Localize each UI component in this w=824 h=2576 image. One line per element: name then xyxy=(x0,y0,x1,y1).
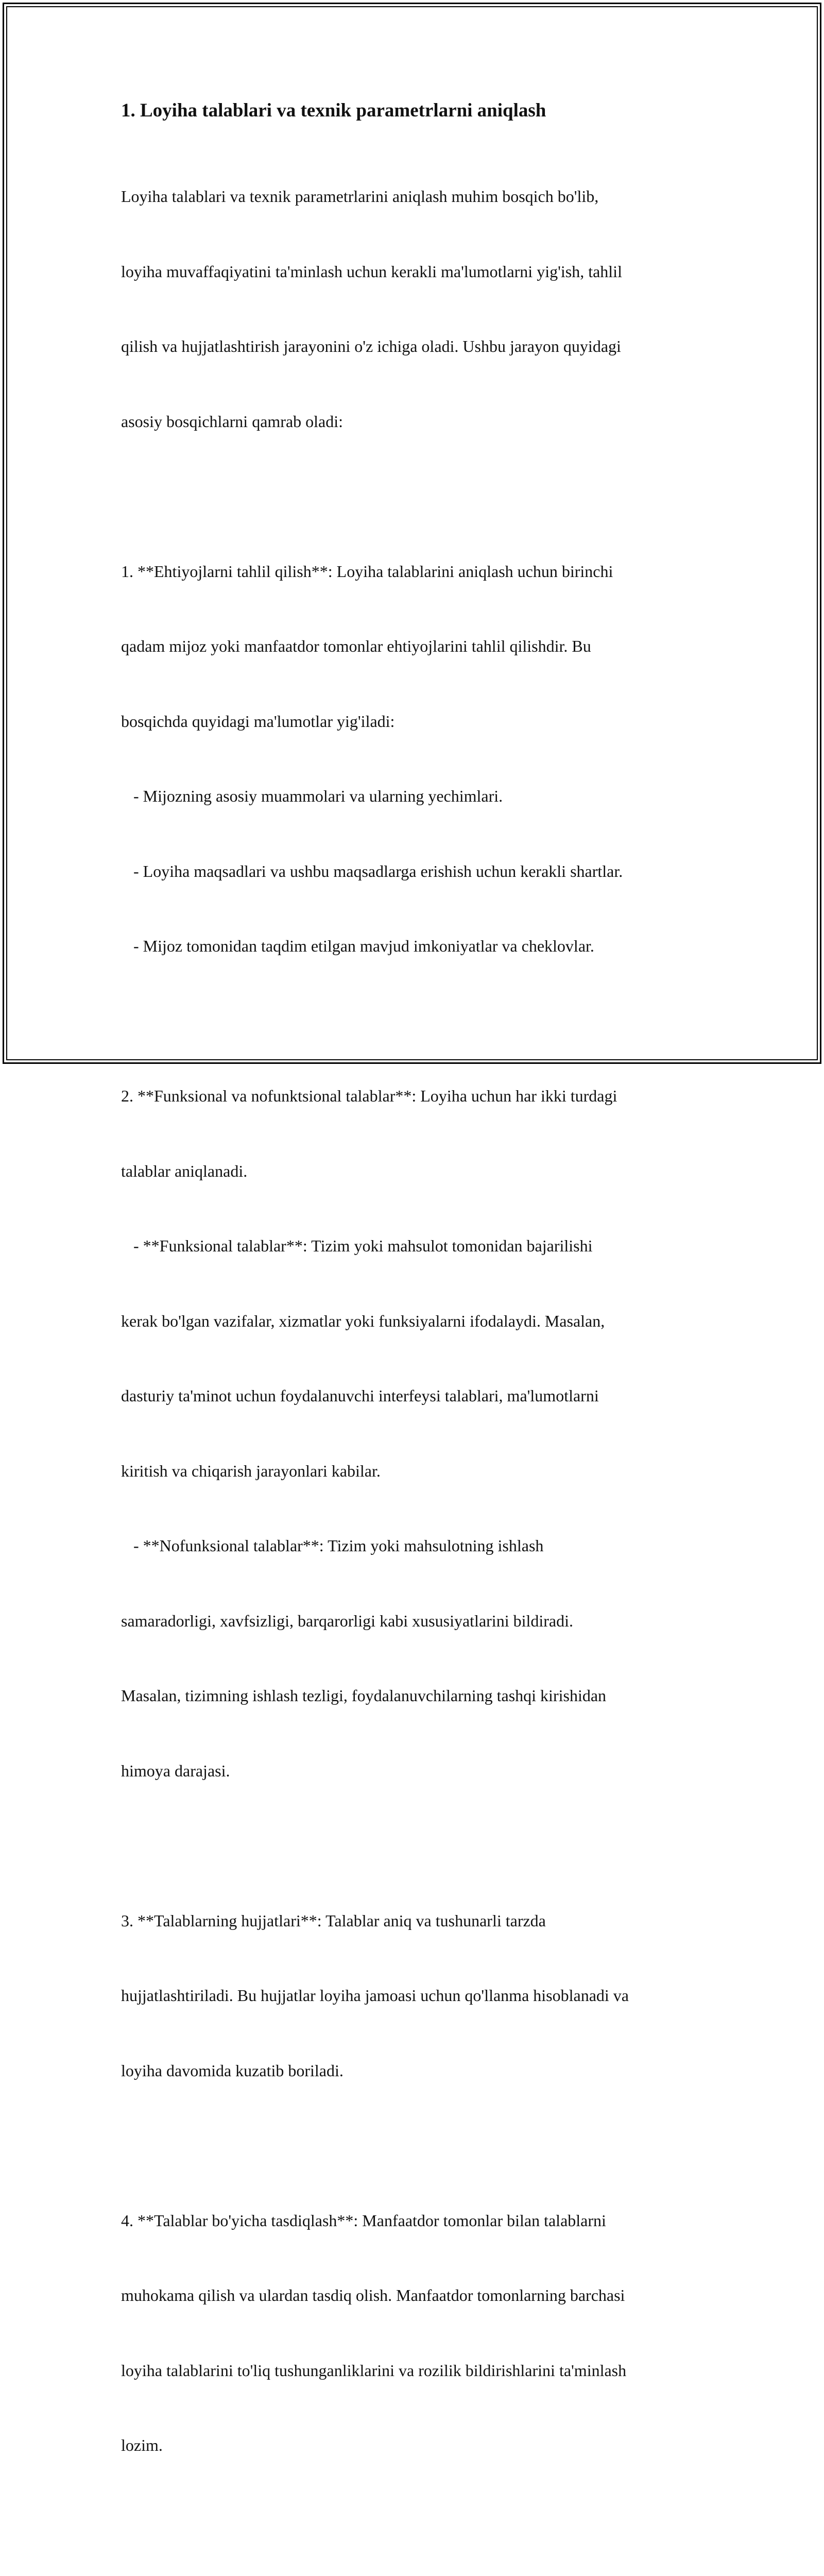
document-body xyxy=(121,98,713,2576)
paragraph-gap xyxy=(121,2133,713,2158)
section-heading: 1. Loyiha talablari va texnik parametrlarni aniqlash xyxy=(121,100,546,121)
text-line: asosiy bosqichlarni qamrab oladi: xyxy=(121,412,344,431)
text-line: lozim. xyxy=(121,2436,163,2454)
text-line: dasturiy ta'minot uchun foydalanuvchi interfeysi talablari, ma'lumotlarni xyxy=(121,1386,599,1405)
list-item-documentation xyxy=(121,1858,713,2133)
text-line: samaradorligi, xavfsizligi, barqarorligi kabi xususiyatlarini bildiradi. xyxy=(121,1611,573,1630)
list-item-needs-analysis xyxy=(121,509,713,1009)
text-line: 3. **Talablarning hujjatlari**: Talablar aniq va tushunarli tarzda xyxy=(121,1911,546,1930)
text-line: qilish va hujjatlashtirish jarayonini o'z ichiga oladi. Ushbu jarayon quyidagi xyxy=(121,337,621,355)
paragraph-gap xyxy=(121,484,713,509)
text-line: qadam mijoz yoki manfaatdor tomonlar ehtiyojlarini tahlil qilishdir. Bu xyxy=(121,637,591,655)
text-line: himoya darajasi. xyxy=(121,1761,230,1780)
list-item-technical-parameters xyxy=(121,2533,713,2576)
text-line: kiritish va chiqarish jarayonlari kabilar. xyxy=(121,1461,381,1480)
text-line: loyiha davomida kuzatib boriladi. xyxy=(121,2061,344,2080)
text-line: Loyiha talablari va texnik parametrlarini aniqlash muhim bosqich bo'lib, xyxy=(121,187,599,206)
paragraph-gap xyxy=(121,2508,713,2533)
text-line: 1. **Ehtiyojlarni tahlil qilish**: Loyiha talablarini aniqlash uchun birinchi xyxy=(121,562,613,581)
text-line: loyiha talablarini to'liq tushunganliklarini va rozilik bildirishlarini ta'minlash xyxy=(121,2361,627,2380)
list-item-approval xyxy=(121,2158,713,2508)
sub-bullet: - **Funksional talablar**: Tizim yoki mahsulot tomonidan bajarilishi xyxy=(121,1236,593,1255)
text-line: 4. **Talablar bo'yicha tasdiqlash**: Manfaatdor tomonlar bilan talablarni xyxy=(121,2211,606,2230)
sub-bullet: - **Nofunksional talablar**: Tizim yoki mahsulotning ishlash xyxy=(121,1536,544,1555)
text-line: Masalan, tizimning ishlash tezligi, foydalanuvchilarning tashqi kirishidan xyxy=(121,1686,607,1705)
intro-paragraph xyxy=(121,134,713,484)
paragraph-gap xyxy=(121,1833,713,1858)
text-line: muhokama qilish va ulardan tasdiq olish. Manfaatdor tomonlarning barchasi xyxy=(121,2286,625,2304)
sub-bullet: - Mijoz tomonidan taqdim etilgan mavjud imkoniyatlar va cheklovlar. xyxy=(121,937,594,955)
text-line: bosqichda quyidagi ma'lumotlar yig'iladi: xyxy=(121,711,395,731)
sub-bullet: - Loyiha maqsadlari va ushbu maqsadlarga erishish uchun kerakli shartlar. xyxy=(121,861,623,880)
text-line: 2. **Funksional va nofunktsional talablar**: Loyiha uchun har ikki turdagi xyxy=(121,1087,617,1105)
text-line: hujjatlashtiriladi. Bu hujjatlar loyiha jamoasi uchun qo'llanma hisoblanadi va xyxy=(121,1986,629,2005)
text-line: talablar aniqlanadi. xyxy=(121,1161,248,1180)
text-line: kerak bo'lgan vazifalar, xizmatlar yoki funksiyalarni ifodalaydi. Masalan, xyxy=(121,1311,605,1330)
paragraph-gap xyxy=(121,1009,713,1034)
list-item-functional-requirements xyxy=(121,1033,713,1833)
sub-bullet: - Mijozning asosiy muammolari va ularning yechimlari. xyxy=(121,787,503,805)
text-line: loyiha muvaffaqiyatini ta'minlash uchun kerakli ma'lumotlarni yig'ish, tahlil xyxy=(121,262,622,281)
